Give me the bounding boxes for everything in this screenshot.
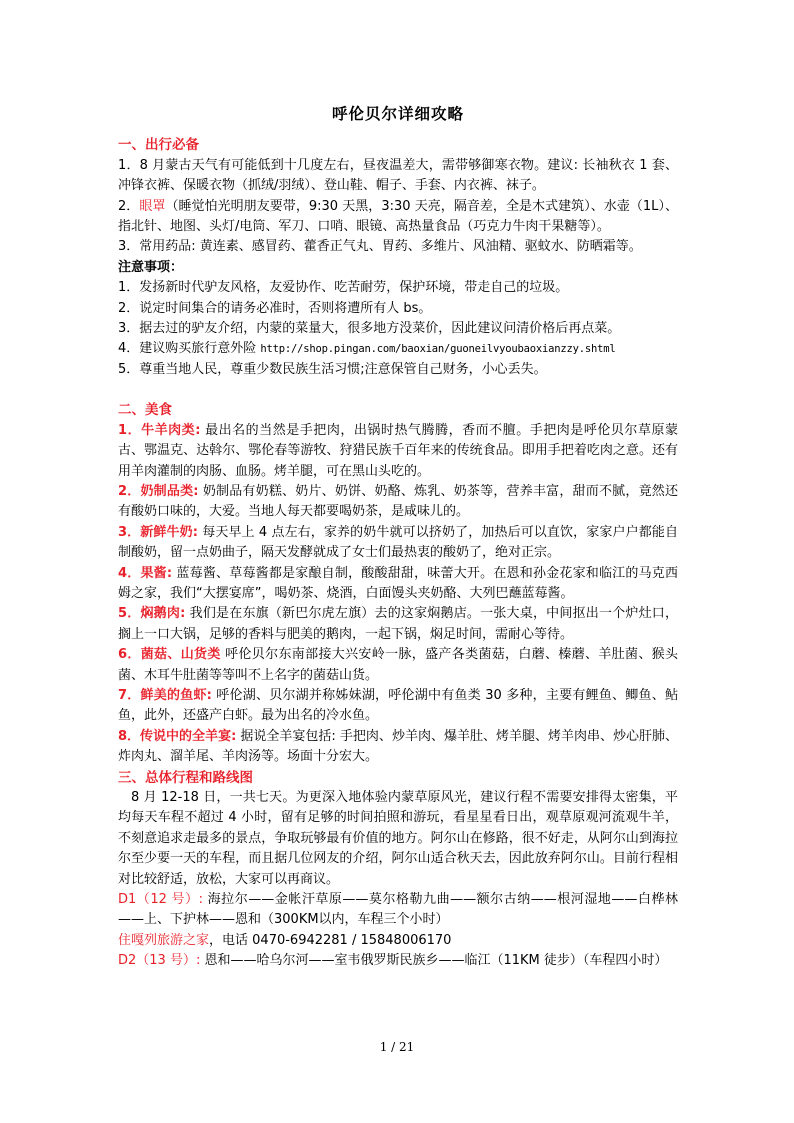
food-label: 6．菌菇、山货类 — [118, 647, 221, 663]
essentials-item-3: 3．常用药品: 黄连素、感冒药、藿香正气丸、胃药、多维片、风油精、驱蚊水、防晒霜等。 — [118, 239, 642, 255]
note-item-2: 2．说定时间集合的请务必准时，否则将遭所有人 bs。 — [118, 300, 432, 316]
food-item-2 — [118, 482, 678, 523]
food-text: 呼伦贝尔东南部接大兴安岭一脉，盛产各类菌菇，白蘑、榛蘑、羊肚菌、猴头菌、木耳牛肚菌等等叫不上名字的菌菇山货。 — [118, 647, 679, 683]
food-text: 蓝莓酱、草莓酱都是家酿自制，酸酸甜甜，味蕾大开。在恩和孙金花家和临江的马克西姆之家，我们“大摆宴席”，喝奶茶、烧酒，白面馒头夹奶酪、大列巴蘸蓝莓酱。 — [118, 565, 679, 601]
page-number: 1 / 21 — [379, 1040, 415, 1054]
food-label: 3．新鲜牛奶: — [118, 524, 198, 540]
note-item-4 — [118, 339, 678, 359]
section-heading-essentials: 一、出行必备 — [118, 137, 199, 154]
food-label: 1．牛羊肉类: — [118, 422, 201, 438]
day-route: 海拉尔——金帐汗草原——莫尔格勒九曲——额尔古纳——根河湿地——白桦林——上、下护林——恩和（300KM以内，车程三个小时） — [118, 892, 678, 928]
notes-heading: 注意事项： — [118, 259, 184, 275]
food-item-8 — [118, 727, 678, 768]
food-item-5 — [118, 604, 678, 645]
day-route: 恩和——哈乌尔河——室韦俄罗斯民族乡——临江（11KM 徒步）（车程四小时） — [200, 953, 668, 969]
lodging-line — [118, 931, 678, 951]
food-text: 我们是在东旗（新巴尔虎左旗）去的这家焖鹅店。一张大桌，中间抠出一个炉灶口，搁上一口大锅，足够的香料与肥美的鹅肉，一起下锅，焖足时间，需耐心等待。 — [118, 606, 678, 642]
lodging-phone: ，电话 0470-6942281 / 15848006170 — [209, 932, 452, 948]
food-item-1 — [118, 421, 678, 482]
lodging-name: 住嘎列旅游之家 — [118, 932, 210, 948]
food-text: 最出名的当然是手把肉，出锅时热气腾腾，香而不膻。手把肉是呼伦贝尔草原蒙古、鄂温克、达斡尔、鄂伦春等游牧、狩猎民族千百年来的传统食品。即用手把着吃肉之意。还有用羊肉灌制的肉肠、血肠。烤羊腿，可在黑山头吃的。 — [118, 422, 679, 479]
note-item-3: 3．据去过的驴友介绍，内蒙的菜量大，很多地方没菜价，因此建议问清价格后再点菜。 — [118, 321, 621, 337]
food-item-4 — [118, 564, 678, 605]
itinerary-day-2 — [118, 951, 678, 971]
itinerary-day-1 — [118, 890, 678, 931]
day-label: D1（12 号）: — [118, 892, 203, 908]
food-label: 2．奶制品类: — [118, 483, 199, 499]
food-label: 8．传说中的全羊宴: — [118, 728, 237, 744]
food-label: 4．果酱: — [118, 565, 173, 581]
food-item-3 — [118, 523, 678, 564]
food-label: 7．鲜美的鱼虾: — [118, 687, 212, 703]
document-body — [118, 104, 678, 972]
page-title: 呼伦贝尔详细攻略 — [331, 105, 464, 123]
item-prefix: 2． — [118, 198, 140, 214]
insurance-link[interactable]: http://shop.pingan.com/baoxian/guoneilvyoubaoxianzzy.shtml — [260, 343, 616, 356]
section-heading-itinerary: 三、总体行程和路线图 — [118, 769, 253, 786]
essentials-item-2 — [118, 197, 678, 238]
food-item-6 — [118, 645, 678, 686]
food-text: 据说全羊宴包括: 手把肉、炒羊肉、爆羊肚、烤羊腿、烤羊肉串、炒心肝肺、炸肉丸、溜羊尾、羊肉汤等。场面十分宏大。 — [118, 728, 678, 765]
food-label: 5．焖鹅肉: — [118, 606, 186, 622]
essentials-item-1: 1．8 月蒙古天气有可能低到十几度左右，昼夜温差大，需带够御寒衣物。建议: 长袖秋衣 1 套、冲锋衣裤、保暖衣物（抓绒/羽绒）、登山鞋、帽子、手套、内衣裤、袜子。 — [118, 157, 678, 194]
food-text: 奶制品有奶糕、奶片、奶饼、奶酪、炼乳、奶茶等，营养丰富，甜而不腻，竟然还有酸奶口味的，大爱。当地人每天都要喝奶茶，是咸味儿的。 — [118, 483, 678, 520]
food-item-7 — [118, 686, 678, 727]
day-label: D2（13 号）: — [118, 953, 201, 969]
itinerary-intro: 8 月 12-18 日，一共七天。为更深入地体验内蒙草原风光，建议行程不需要安排得太密集，平均每天车程不超过 4 小时，留有足够的时间拍照和游玩，看星星看日出，观草原观河流观牛羊，不刻意追求走最多的景点，争取玩够最有价值的地方。阿尔山在修路，很不好走，从阿尔山到海拉尔至少要一天的车程，而且据几位网友的介绍，阿尔山适合秋天去，因此放弃阿尔山。目前行程相对比较舒适，放松，大家可以再商议。 — [118, 790, 678, 887]
note-text: 4．建议购买旅行意外险 — [118, 341, 261, 357]
section-heading-food: 二、美食 — [118, 402, 172, 419]
note-item-5: 5．尊重当地人民，尊重少数民族生活习惯;注意保管自己财务，小心丢失。 — [118, 361, 547, 377]
food-text: 每天早上 4 点左右，家养的奶牛就可以挤奶了，加热后可以直饮，家家户户都能自制酸奶，留一点奶曲子，隔天发酵就成了女士们最热衷的酸奶了，绝对正宗。 — [118, 524, 678, 561]
spacer — [118, 380, 678, 400]
food-text: 呼伦湖、贝尔湖并称姊妹湖，呼伦湖中有鱼类 30 多种，主要有鲤鱼、鲫鱼、鲇鱼，此外，还盛产白虾。最为出名的冷水鱼。 — [118, 687, 678, 724]
item-text: （睡觉怕光明朋友要带，9:30 天黑，3:30 天亮，隔音差，全是木式建筑）、水壶（1L）、指北针、地图、头灯/电筒、军刀、口哨、眼镜、高热量食品（巧克力牛肉干果糖等）。 — [118, 198, 678, 235]
eye-mask-highlight: 眼罩 — [139, 198, 166, 214]
note-item-1: 1．发扬新时代驴友风格，友爱协作、吃苦耐劳，保护环境，带走自己的垃圾。 — [118, 280, 569, 296]
